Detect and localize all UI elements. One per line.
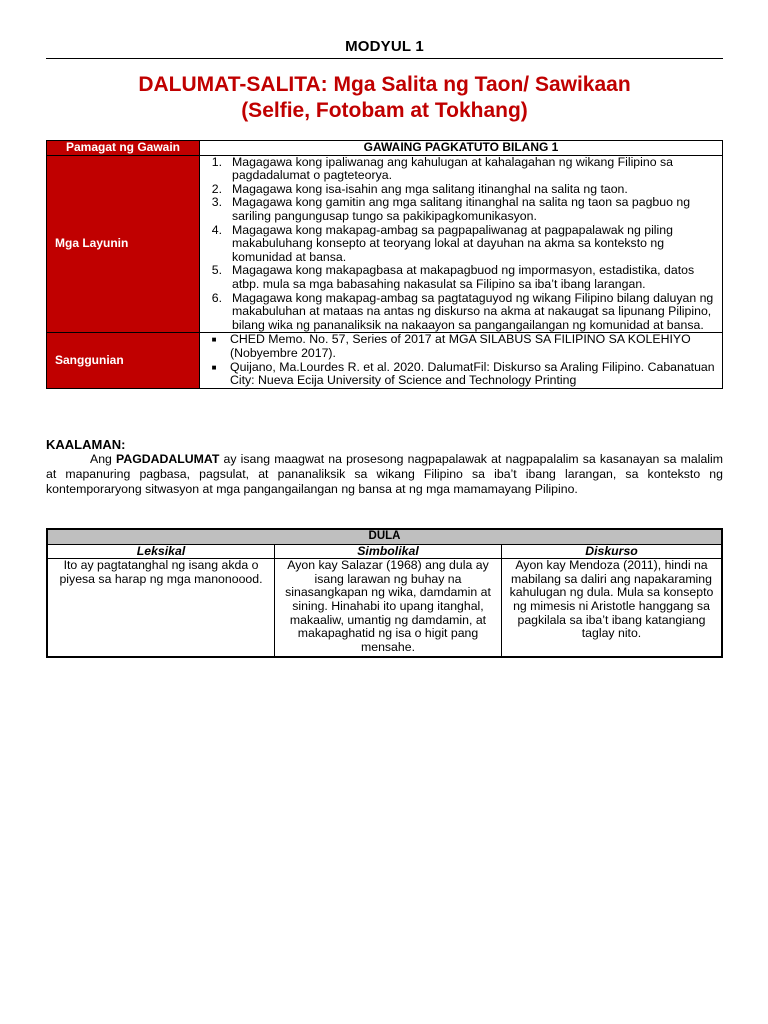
objective-item: [200, 156, 722, 183]
reference-item: [200, 333, 722, 360]
header-rule: [46, 58, 723, 59]
references-row: [47, 333, 723, 388]
objective-number: 5.: [211, 263, 222, 278]
column-header-leksikal: Leksikal: [47, 544, 275, 559]
dula-header-row: [47, 544, 722, 559]
label-sanggunian: Sanggunian: [47, 333, 200, 388]
title-line-2: (Selfie, Fotobam at Tokhang): [241, 99, 528, 122]
references-list: [200, 333, 722, 387]
objective-number: 1.: [211, 154, 222, 169]
objective-text: Magagawa kong isa-isahin ang mga salitang itinanghal na salita ng taon.: [232, 181, 628, 196]
reference-text: Quijano, Ma.Lourdes R. et al. 2020. DalumatFil: Diskurso sa Araling Filipino. Cabanatuan City: Nueva Ecija University of Science and Technology Printing: [230, 359, 715, 388]
kaalaman-heading: KAALAMAN:: [46, 437, 126, 452]
objective-text: Magagawa kong makapag-ambag sa pagtataguyod ng wikang Filipino bilang daluyan ng makabuluhan at mataas na antas ng diskurso na akma at nakaugat sa lipunang Pilipino, bilang wika ng pananaliksik na nakaayon sa pangangailangan ng komunidad at bansa.: [232, 290, 714, 332]
square-bullet-icon: ■: [211, 335, 217, 345]
dula-body-row: [47, 559, 722, 658]
kaalaman-paragraph: [46, 452, 723, 497]
objective-text: Magagawa kong gamitin ang mga salitang itinanghal na salita ng taon sa pagbuo ng sariling pangungusap tungo sa pakikipagkomunikasyon.: [232, 195, 691, 223]
objective-item: [200, 264, 722, 291]
activity-title-row: [47, 141, 723, 156]
cell-simbolikal: Ayon kay Salazar (1968) ang dula ay isang larawan ng buhay na sinasangkapan ng wika, damdamin at sining. Hinahabi ito upang itanghal, makaaliw, umantig ng damdamin, at makapaghatid ng isa o higit pang mensahe.: [275, 559, 502, 658]
objective-number: 6.: [211, 290, 222, 305]
objective-text: Magagawa kong makapag-ambag sa pagpapaliwanag at pagpapalawak ng piling makabuluhang konsepto at teoryang lokal at dayuhan na akma sa konteksto ng komunidad at bansa.: [232, 222, 673, 264]
cell-leksikal: Ito ay pagtatanghal ng isang akda o piyesa sa harap ng mga manonoood.: [47, 559, 275, 658]
objective-number: 3.: [211, 195, 222, 210]
objective-number: 2.: [211, 181, 222, 196]
objective-item: [200, 224, 722, 265]
reference-item: [200, 361, 722, 388]
paragraph-body: ay isang maagwat na prosesong nagpapalawak at nagpapalalim sa kasanayan sa malalim at mapanuring pagbasa, pagsulat, at pananaliksik sa wikang Filipino sa iba’t ibang larangan, sa konteksto ng kontemporaryong sitwasyon at mga pangangailangan ng bansa at ng mga mamamayang Pilipino.: [46, 452, 724, 496]
references-cell: [200, 333, 723, 388]
label-pamagat: Pamagat ng Gawain: [47, 141, 200, 156]
module-label: MODYUL 1: [345, 38, 424, 55]
objectives-row: [47, 155, 723, 333]
objective-text: Magagawa kong ipaliwanag ang kahulugan at kahalagahan ng wikang Filipino sa pagdadalumat o pagteteorya.: [232, 154, 673, 183]
square-bullet-icon: ■: [211, 362, 217, 372]
objectives-cell: [200, 155, 723, 333]
dula-title: DULA: [47, 529, 722, 544]
objective-item: [200, 183, 722, 197]
dula-title-row: [47, 529, 722, 544]
column-header-simbolikal: Simbolikal: [275, 544, 502, 559]
cell-diskurso: Ayon kay Mendoza (2011), hindi na mabilang sa daliri ang napakaraming kahulugan ng dula. Mula sa konsepto ng mimesis ni Aristotle hanggang sa pagkilala sa iba’t ibang katangiang taglay nito.: [502, 559, 723, 658]
objective-number: 4.: [211, 222, 222, 237]
objective-item: [200, 292, 722, 333]
paragraph-term: PAGDADALUMAT: [116, 452, 220, 466]
objective-item: [200, 196, 722, 223]
paragraph-lead: Ang: [90, 452, 117, 466]
activity-table: [46, 140, 723, 389]
title-line-1: DALUMAT-SALITA: Mga Salita ng Taon/ Sawikaan: [138, 73, 631, 96]
reference-text: CHED Memo. No. 57, Series of 2017 at MGA SILABUS SA FILIPINO SA KOLEHIYO (Nobyembre 2017).: [230, 332, 691, 360]
objectives-list: [200, 156, 722, 333]
activity-title: GAWAING PAGKATUTO BILANG 1: [200, 141, 723, 156]
page-title: [46, 72, 723, 124]
objective-text: Magagawa kong makapagbasa at makapagbuod ng impormasyon, estadistika, datos atbp. mula sa mga babasahing nakasulat sa Filipino sa iba’t ibang larangan.: [232, 263, 695, 291]
label-layunin: Mga Layunin: [47, 155, 200, 333]
dula-table: [46, 528, 723, 658]
column-header-diskurso: Diskurso: [502, 544, 723, 559]
